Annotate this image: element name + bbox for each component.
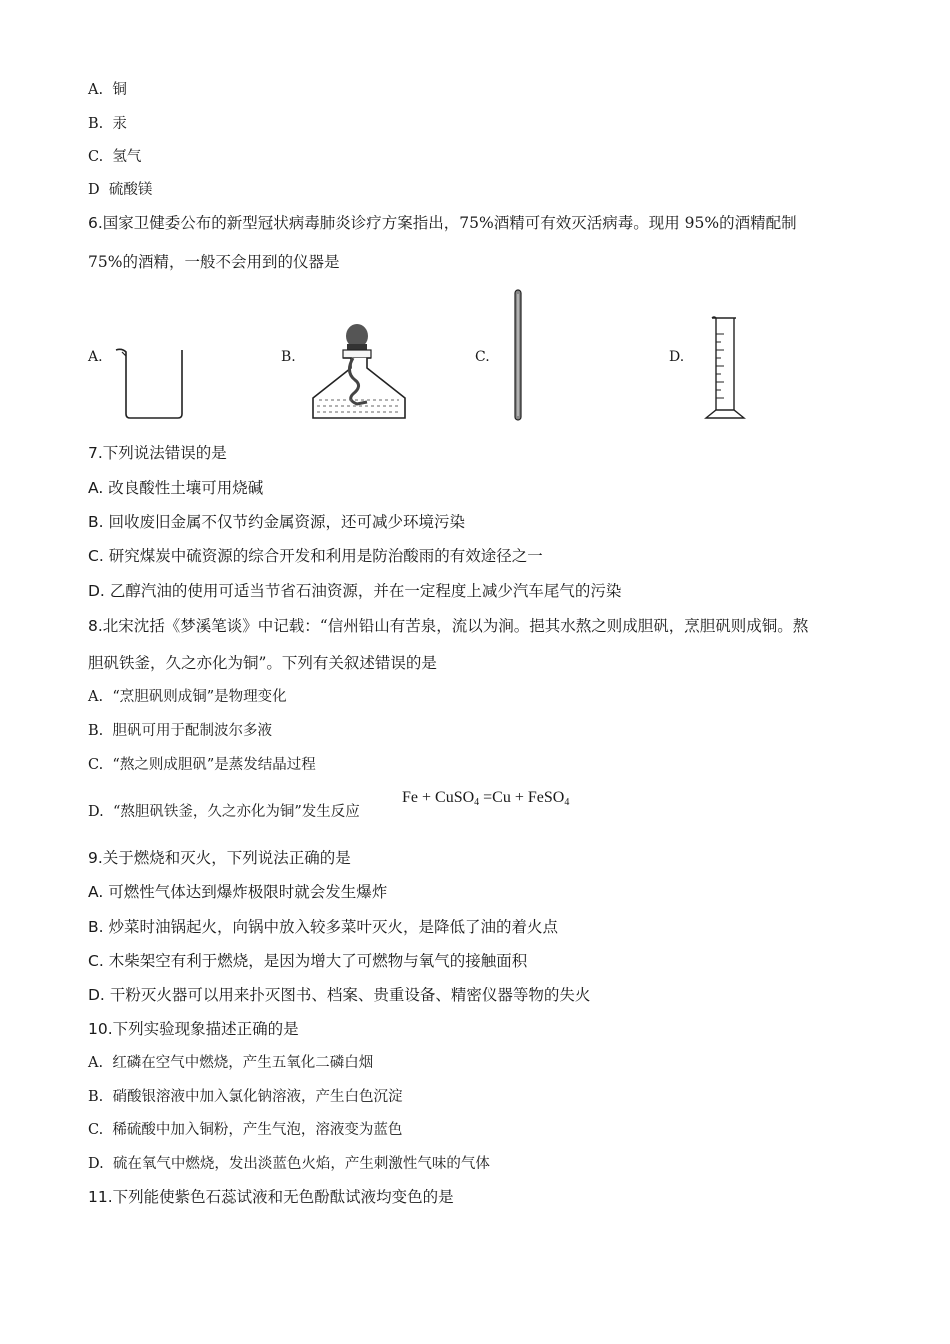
q5-option-d: D 硫酸镁 — [88, 182, 153, 198]
q8-stem-line2: 胆矾铁釜，久之亦化为铜”。下列有关叙述错误的是 — [88, 654, 437, 672]
q10-option-b: B. 硝酸银溶液中加入氯化钠溶液，产生白色沉淀 — [88, 1089, 403, 1105]
q6-stem-line1: 6.国家卫健委公布的新型冠状病毒肺炎诊疗方案指出，75%酒精可有效灭活病毒。现用 95%的酒精配制 — [88, 214, 797, 232]
q6-label-c: C. — [475, 349, 490, 365]
q5-option-b: B. 汞 — [88, 116, 127, 132]
q10-option-a: A. 红磷在空气中燃烧，产生五氧化二磷白烟 — [88, 1055, 374, 1071]
q10-stem: 10.下列实验现象描述正确的是 — [88, 1020, 299, 1038]
q7-option-d: D. 乙醇汽油的使用可适当节省石油资源，并在一定程度上减少汽车尾气的污染 — [88, 582, 622, 600]
q6-label-b: B. — [281, 349, 296, 365]
q8-stem-line1: 8.北宋沈括《梦溪笔谈》中记载：“信州铅山有苦泉，流以为涧。挹其水熬之则成胆矾，烹胆矾则成铜。熬 — [88, 617, 809, 635]
q9-option-c: C. 木柴架空有利于燃烧，是因为增大了可燃物与氧气的接触面积 — [88, 952, 528, 970]
q9-option-a: A. 可燃性气体达到爆炸极限时就会发生爆炸 — [88, 883, 388, 901]
beaker-icon — [112, 342, 188, 422]
glass-rod-icon — [511, 288, 525, 422]
q8-option-d: D. “熬胆矾铁釜，久之亦化为铜”发生反应 — [88, 804, 360, 820]
q6-label-d: D. — [669, 349, 685, 365]
q8-option-b: B. 胆矾可用于配制波尔多液 — [88, 723, 272, 739]
q10-option-c: C. 稀硫酸中加入铜粉，产生气泡，溶液变为蓝色 — [88, 1122, 403, 1138]
graduated-cylinder-icon — [700, 312, 750, 424]
q7-option-c: C. 研究煤炭中硫资源的综合开发和利用是防治酸雨的有效途径之一 — [88, 547, 543, 565]
q11-stem: 11.下列能使紫色石蕊试液和无色酚酞试液均变色的是 — [88, 1188, 454, 1206]
q10-option-d: D. 硫在氧气中燃烧，发出淡蓝色火焰，产生刺激性气味的气体 — [88, 1156, 490, 1172]
q9-option-b: B. 炒菜时油锅起火，向锅中放入较多菜叶灭火，是降低了油的着火点 — [88, 918, 559, 936]
q5-option-c: C. 氢气 — [88, 149, 142, 165]
q7-stem: 7.下列说法错误的是 — [88, 444, 227, 462]
q9-option-d: D. 干粉灭火器可以用来扑灭图书、档案、贵重设备、精密仪器等物的失火 — [88, 986, 591, 1004]
q7-option-a: A. 改良酸性土壤可用烧碱 — [88, 479, 264, 497]
q8-equation: Fe + CuSO$_4$ =Cu + FeSO$_4$ — [402, 789, 570, 808]
q9-stem: 9.关于燃烧和灭火，下列说法正确的是 — [88, 849, 351, 867]
alcohol-lamp-icon — [305, 322, 415, 424]
q7-option-b: B. 回收废旧金属不仅节约金属资源，还可减少环境污染 — [88, 513, 466, 531]
q8-option-c: C. “熬之则成胆矾”是蒸发结晶过程 — [88, 757, 316, 773]
q8-option-a: A. “烹胆矾则成铜”是物理变化 — [88, 689, 287, 705]
q5-option-a: A. 铜 — [88, 82, 127, 98]
q6-label-a: A. — [88, 349, 103, 365]
q6-stem-line2: 75%的酒精，一般不会用到的仪器是 — [88, 253, 340, 271]
